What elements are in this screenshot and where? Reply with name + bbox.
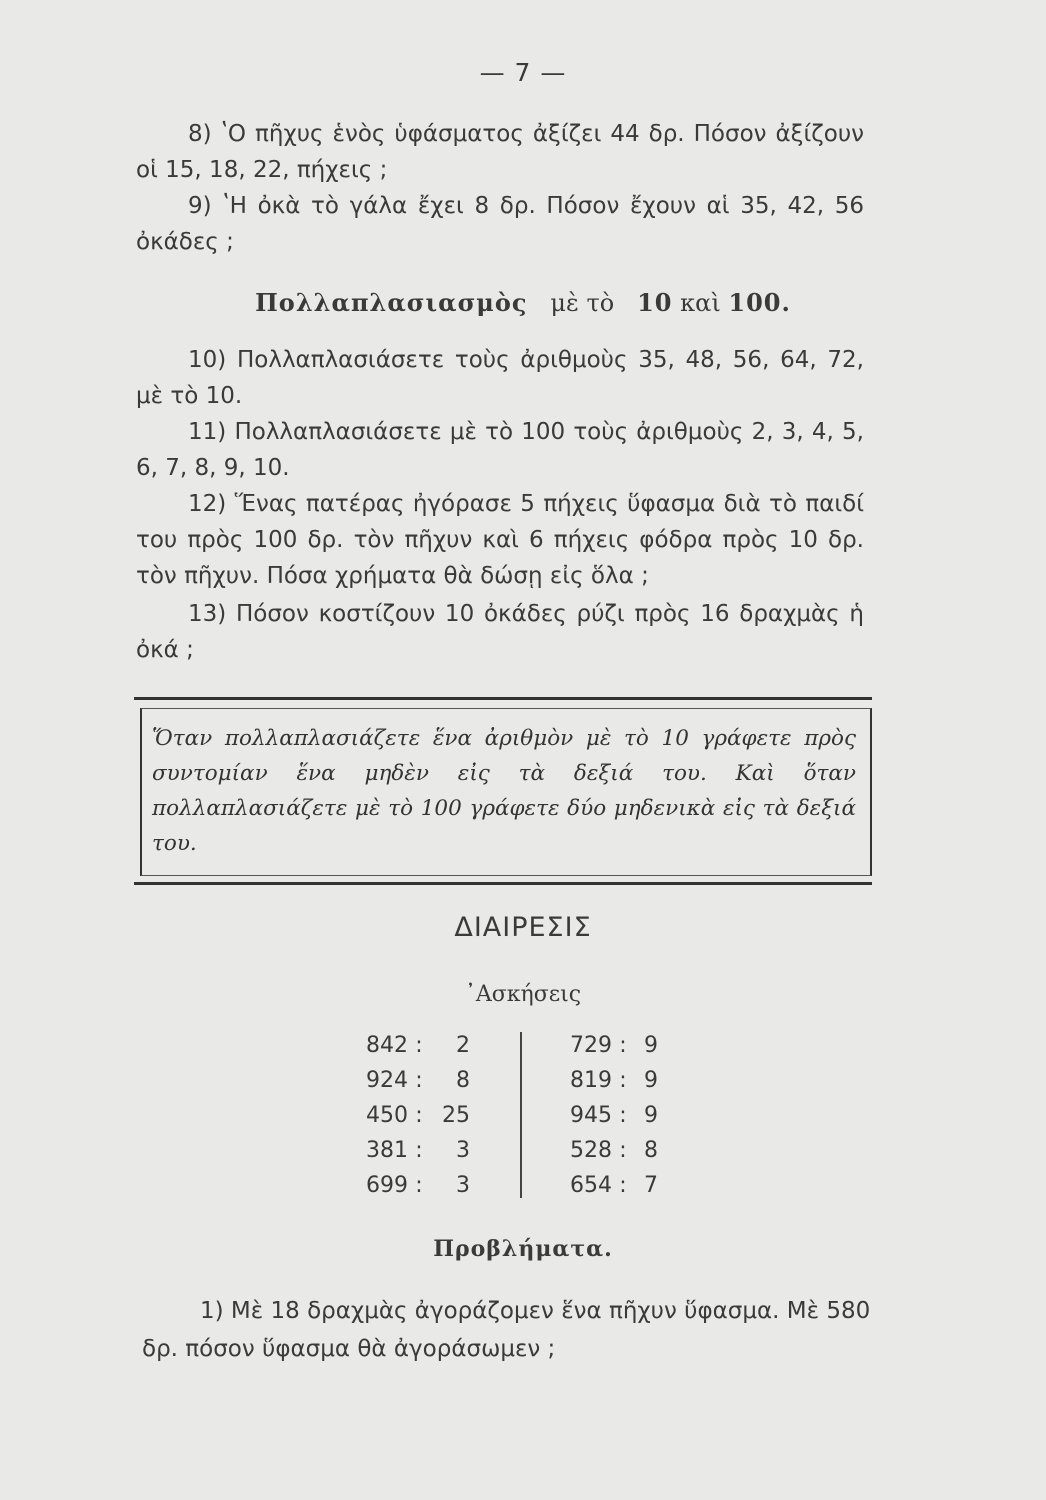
exercise-9: 9) ʽΗ ὀκὰ τὸ γάλα ἔχει 8 δρ. Πόσον ἔχουν αἱ 35, 42, 56 ὀκάδες ; xyxy=(136,193,864,255)
exercise-8: 8) ʽΟ πῆχυς ἑνὸς ὑφάσματος ἀξίζει 44 δρ. Πόσον ἀξίζουν οἱ 15, 18, 22, πήχεις ; xyxy=(136,121,864,183)
column-divider xyxy=(520,1032,522,1198)
division-list-left xyxy=(350,1028,490,1203)
exercises-label: ᾿Ασκήσεις xyxy=(464,982,582,1007)
division-row: 654 : 7 xyxy=(570,1173,658,1198)
exercise-10: 10) Πολλαπλασιάσετε τοὺς ἀριθμοὺς 35, 48, 56, 64, 72, μὲ τὸ 10. xyxy=(136,347,864,409)
division-row: 842 : 2 xyxy=(366,1033,470,1058)
division-row: 819 : 9 xyxy=(570,1068,658,1093)
division-list-right xyxy=(558,1028,698,1203)
problems-heading: Προβλήματα. xyxy=(433,1236,613,1262)
rule-box-frame xyxy=(140,708,872,876)
division-row: 729 : 9 xyxy=(570,1033,658,1058)
division-row: 924 : 8 xyxy=(366,1068,470,1093)
division-row: 450 : 25 xyxy=(366,1103,470,1128)
division-row: 528 : 8 xyxy=(570,1138,658,1163)
division-row: 381 : 3 xyxy=(366,1138,470,1163)
exercise-11: 11) Πολλαπλασιάσετε μὲ τὸ 100 τοὺς ἀριθμοὺς 2, 3, 4, 5, 6, 7, 8, 9, 10. xyxy=(136,419,864,481)
division-row: 945 : 9 xyxy=(570,1103,658,1128)
division-title: ΔΙΑΙΡΕΣΙΣ xyxy=(454,912,592,943)
problem-1: 1) Μὲ 18 δραχμὰς ἀγοράζομεν ἕνα πῆχυν ὕφασμα. Μὲ 580 δρ. πόσον ὕφασμα θὰ ἀγοράσωμεν ; xyxy=(142,1298,871,1362)
exercise-13: 13) Πόσον κοστίζουν 10 ὀκάδες ρύζι πρὸς 16 δραχμὰς ἡ ὀκά ; xyxy=(136,601,864,663)
page-number: — 7 — xyxy=(479,58,567,87)
rule-text: Ὅταν πολλαπλασιάζετε ἕνα ἀριθμὸν μὲ τὸ 10 γράφετε πρὸς συντομίαν ἕνα μηδὲν εἰς τὰ δεξιά του. Καὶ ὅταν πολλαπλασιάζετε μὲ τὸ 100 γράφετε δύο μηδενικὰ εἰς τὰ δεξιά του. xyxy=(152,726,856,856)
exercise-12: 12) Ἕνας πατέρας ἠγόρασε 5 πήχεις ὕφασμα διὰ τὸ παιδί του πρὸς 100 δρ. τὸν πῆχυν καὶ 6 πήχεις φόδρα πρὸς 10 δρ. τὸν πῆχυν. Πόσα χρήματα θὰ δώσῃ εἰς ὅλα ; xyxy=(136,491,864,589)
division-row: 699 : 3 xyxy=(366,1173,470,1198)
rule-box xyxy=(134,697,872,885)
section-heading: Πολλαπλασιασμὸς μὲ τὸ 10 καὶ 100. xyxy=(255,288,791,317)
